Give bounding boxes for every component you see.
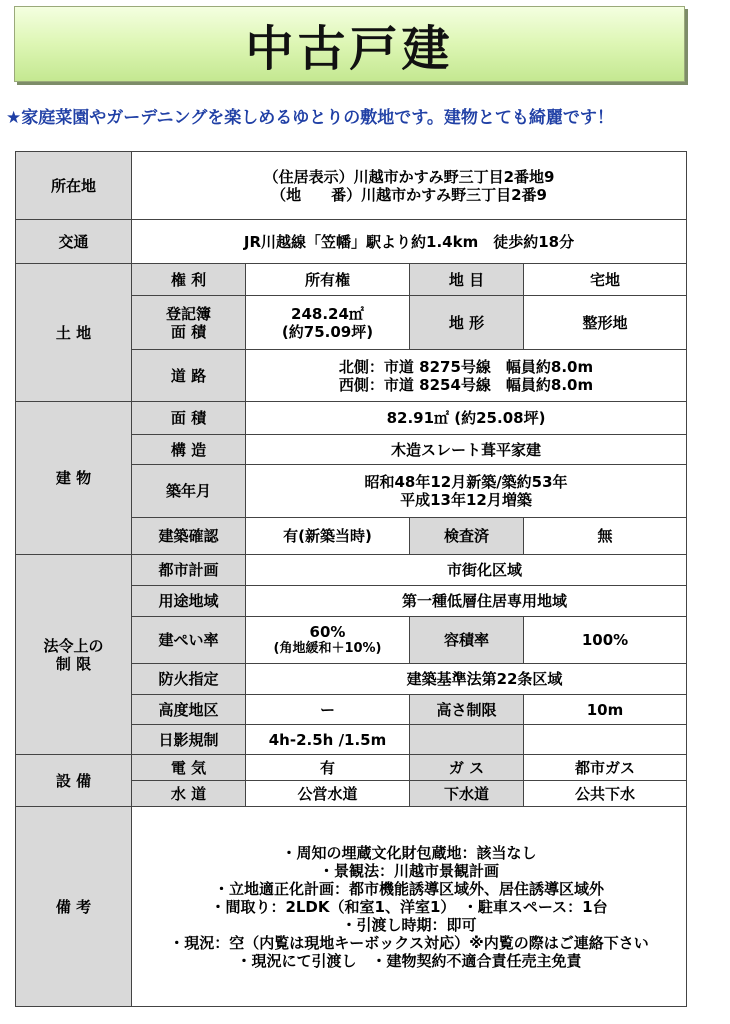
land-shape-label: 地 形 <box>410 296 524 350</box>
gas-label: ガ ス <box>410 755 524 781</box>
city-plan-value: 市街化区域 <box>246 555 687 586</box>
built-line-2: 平成13年12月増築 <box>400 491 532 509</box>
remarks-row <box>16 807 687 1007</box>
zoning-label: 用途地域 <box>132 586 246 617</box>
sewer-label: 下水道 <box>410 781 524 807</box>
height-limit-label: 高さ制限 <box>410 695 524 725</box>
remark-item: ・現況：空（内覧は現地キーボックス対応）※内覧の際はご連絡下さい <box>169 933 649 952</box>
gas-value: 都市ガス <box>524 755 687 781</box>
legal-label-2: 制 限 <box>55 654 92 673</box>
far-value: 100% <box>524 617 687 664</box>
location-label: 所在地 <box>16 152 132 220</box>
building-structure-label: 構 造 <box>132 435 246 465</box>
height-district-value: ー <box>246 695 410 725</box>
facilities-label: 設 備 <box>16 755 132 807</box>
electric-value: 有 <box>246 755 410 781</box>
coverage-ratio: 60% <box>309 623 346 642</box>
legal-city-plan-row <box>16 555 687 586</box>
water-label: 水 道 <box>132 781 246 807</box>
building-label: 建 物 <box>16 402 132 555</box>
land-area-sqm: 248.24㎡ <box>291 304 364 323</box>
building-built-label: 築年月 <box>132 465 246 518</box>
location-row <box>16 152 687 220</box>
remark-item: ・景観法：川越市景観計画 <box>319 861 500 880</box>
land-category-value: 宅地 <box>524 264 687 296</box>
title-banner <box>14 6 685 82</box>
remark-item: ・間取り：2LDK（和室1、洋室1） ・駐車スペース：1台 <box>210 897 608 916</box>
fire-label: 防火指定 <box>132 664 246 695</box>
legal-label <box>16 555 132 755</box>
subtitle: ★家庭菜園やガーデニングを楽しめるゆとりの敷地です。建物とても綺麗です！ <box>6 108 614 128</box>
building-built-value <box>246 465 687 518</box>
shadow-label: 日影規制 <box>132 725 246 755</box>
shadow-blank-value <box>524 725 687 755</box>
land-road-value <box>246 350 687 402</box>
remark-item: ・現況にて引渡し ・建物契約不適合責任売主免責 <box>236 951 582 970</box>
building-confirm-value: 有(新築当時) <box>246 518 410 555</box>
road-west: 西側：市道 8254号線 幅員約8.0m <box>338 375 594 394</box>
remarks-label: 備 考 <box>16 807 132 1007</box>
land-area-label <box>132 296 246 350</box>
access-value: JR川越線「笠幡」駅より約1.4km 徒歩約18分 <box>132 220 687 264</box>
location-line-1: （住居表示）川越市かすみ野三丁目2番地9 <box>263 167 555 186</box>
road-north: 北側：市道 8275号線 幅員約8.0m <box>338 357 594 376</box>
shadow-blank-label <box>410 725 524 755</box>
location-value <box>132 152 687 220</box>
coverage-note: (角地緩和＋10%) <box>273 641 382 657</box>
fire-value: 建築基準法第22条区域 <box>246 664 687 695</box>
land-area-label-1: 登記簿 <box>165 304 211 323</box>
remark-item: ・周知の埋蔵文化財包蔵地：該当なし <box>281 843 537 862</box>
building-area-row <box>16 402 687 435</box>
far-label: 容積率 <box>410 617 524 664</box>
coverage-label: 建ぺい率 <box>132 617 246 664</box>
land-road-label: 道 路 <box>132 350 246 402</box>
building-area-value: 82.91㎡ (約25.08坪) <box>246 402 687 435</box>
built-line-1: 昭和48年12月新築/築約53年 <box>364 473 568 491</box>
property-spec-table <box>15 151 687 1007</box>
land-area-tsubo: (約75.09坪) <box>281 322 374 341</box>
building-inspection-label: 検査済 <box>410 518 524 555</box>
legal-label-1: 法令上の <box>43 636 104 655</box>
location-line-2: （地 番）川越市かすみ野三丁目2番9 <box>271 185 547 204</box>
electric-label: 電 気 <box>132 755 246 781</box>
shadow-value: 4h-2.5h /1.5m <box>246 725 410 755</box>
coverage-value <box>246 617 410 664</box>
building-inspection-value: 無 <box>524 518 687 555</box>
facilities-electric-row <box>16 755 687 781</box>
access-row <box>16 220 687 264</box>
remark-item: ・立地適正化計画：都市機能誘導区域外、居住誘導区域外 <box>214 879 605 898</box>
land-shape-value: 整形地 <box>524 296 687 350</box>
land-category-label: 地 目 <box>410 264 524 296</box>
land-rights-row <box>16 264 687 296</box>
land-label: 土 地 <box>16 264 132 402</box>
zoning-value: 第一種低層住居専用地域 <box>246 586 687 617</box>
water-value: 公営水道 <box>246 781 410 807</box>
city-plan-label: 都市計画 <box>132 555 246 586</box>
access-label: 交通 <box>16 220 132 264</box>
height-limit-value: 10m <box>524 695 687 725</box>
land-area-label-2: 面 積 <box>170 322 207 341</box>
remarks-list <box>132 807 687 1007</box>
sewer-value: 公共下水 <box>524 781 687 807</box>
land-area-value <box>246 296 410 350</box>
remark-item: ・引渡し時期：即可 <box>341 915 477 934</box>
building-confirm-label: 建築確認 <box>132 518 246 555</box>
building-area-label: 面 積 <box>132 402 246 435</box>
land-rights-value: 所有権 <box>246 264 410 296</box>
land-rights-label: 権 利 <box>132 264 246 296</box>
building-structure-value: 木造スレート葺平家建 <box>246 435 687 465</box>
height-district-label: 高度地区 <box>132 695 246 725</box>
page-title: 中古戸建 <box>245 20 454 77</box>
